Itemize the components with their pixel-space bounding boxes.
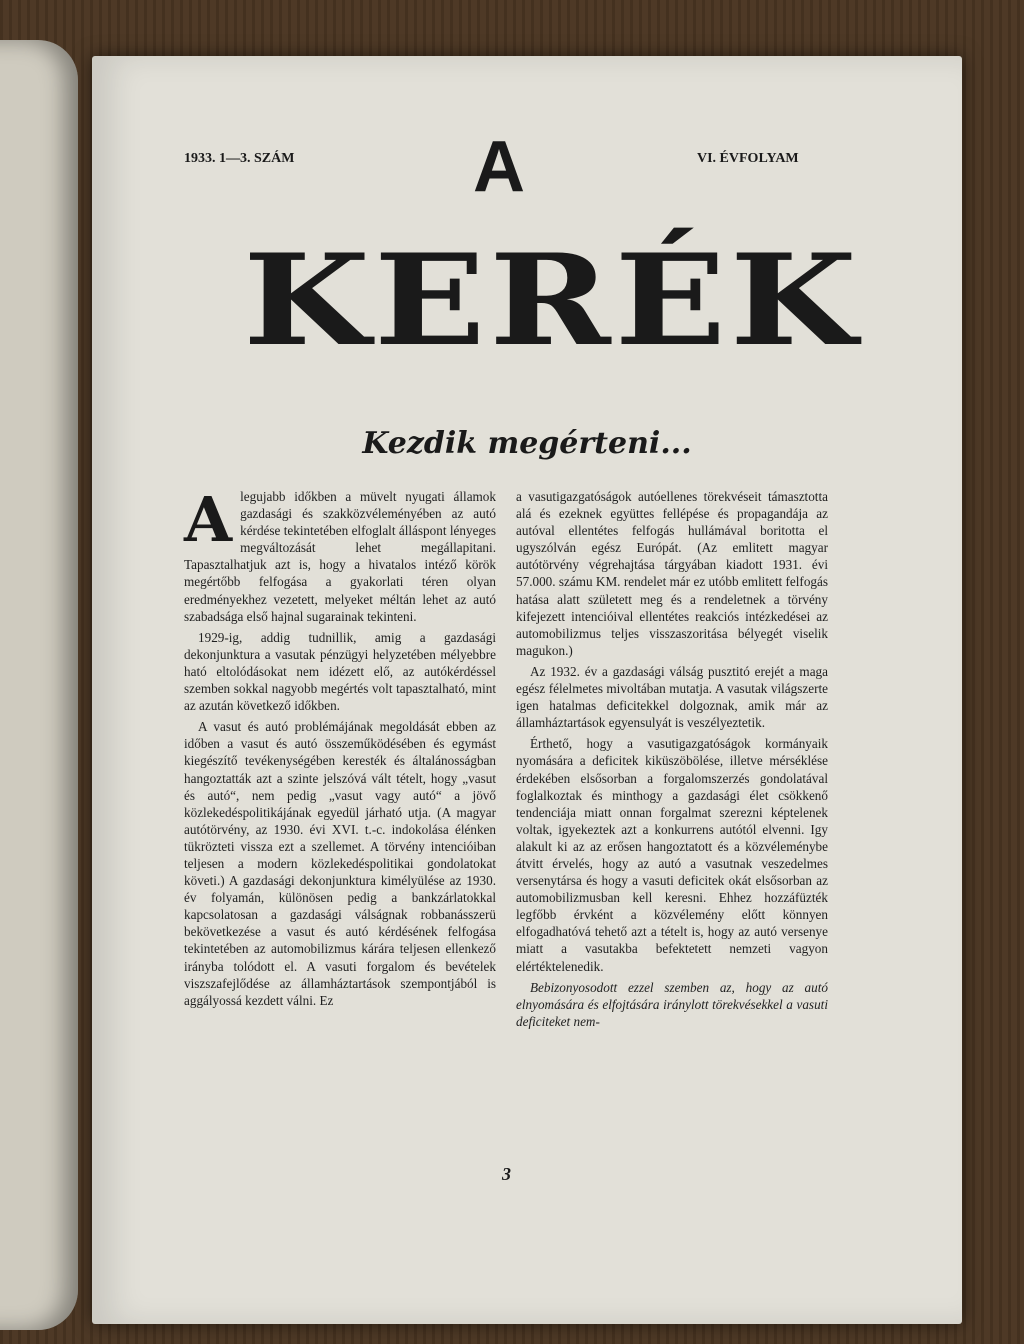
paragraph: 1929-ig, addig tudnillik, amig a gazdasági dekonjunktura a vasutak pénzügyi helyzetében mélyebbre ható eltolódásokat nem idézett elő, az autókérdéssel szemben sokkal nagyobb megértés volt tapasztalható, mint az azután következő időkben. bbox=[184, 629, 496, 714]
paragraph: Érthető, hogy a vasutigazgatóságok kormányaik nyomására a deficitek kiküszöbölése, illetve mérséklése érdekében elsősorban a forgalomszerzés gondolatával foglalkoztak és minthogy a gazdasági élet csökkenő tendenciája miatt onnan forgalmat szerezni képtelenek voltak, igyekeztek azt a konkurrens autótól elvenni. Igy alakult ki az az erősen hangoztatott és a közvéleménybe átvitt érvelés, hogy az autó a vasutnak veszedelmes versenytársa és hogy a vasuti deficitek okát elsősorban az automobilizmusban kell keresni. Ehhez hozzáfüzték legfőbb érvként a közvélemény előtt könnyen elfogadhatóvá tehető azt a tételt is, hogy az autó versenye miatt a vasutakba befektetett nemzeti vagyon elértéktelenedik. bbox=[516, 736, 828, 974]
article-column-right bbox=[516, 488, 828, 1034]
paragraph: a vasutigazgatóságok autóellenes törekvéseit támasztotta alá és ezeknek együttes fellépése és propagandája az autóval ellentétes felfogás hullámával boritotta el ugyszólván egész Európát. (Az emlitett magyar autótörvény végrehajtása tárgyában kiadott 1931. évi 57.000. számu KM. rendelet már ez utóbb emlitett felfogás hatása alatt született meg és a rendeletnek a törvény kifejezett intencióival ellentétes reakciós intézkedései az automobilizmus teljes visszaszoritása bélyegét viselik magukon.) bbox=[516, 489, 828, 658]
volume-label: VI. ÉVFOLYAM bbox=[697, 151, 799, 166]
paragraph: Az 1932. év a gazdasági válság pusztitó erejét a maga egész félelmetes mivoltában mutatja. A vasutak világszerte igen hatalmas deficitekkel dolgoznak, amik már az államháztartások egyensulyát is veszélyeztetik. bbox=[516, 663, 828, 731]
masthead-title: KERÉK bbox=[243, 227, 861, 375]
paragraph: Alegujabb időkben a müvelt nyugati államok gazdasági és szakközvéleményében az autó kérdése tekintetében elfoglalt álláspont lényeges megváltozását lehet megállapitani. Tapasztalhatjuk azt is, hogy a hivatalos intéző körök megértőbb felfogása a gyakorlati téren olyan eredményekhez vezetett, melyeket méltán lehet az autó szabadsága első hajnal sugarainak tekinteni. bbox=[184, 483, 496, 624]
article-title: Kezdik megérteni... bbox=[362, 426, 692, 461]
drop-cap: A bbox=[184, 483, 233, 556]
facing-page-edge bbox=[0, 40, 78, 1330]
magazine-page bbox=[92, 56, 962, 1324]
issue-number: 1933. 1—3. SZÁM bbox=[184, 151, 295, 166]
article-column-left bbox=[184, 483, 496, 1013]
paragraph: A vasut és autó problémájának megoldását ebben az időben a vasut és autó összeműködésében és egymást kiegészítő tevékenységében keresték és általánosságban hangoztatták azt a szinte jelszóvá vált tételt, hogy „vasut és autó“, nem pedig „vasut vagy autó“ a jövő közlekedéspolitikájának egyedül járható utja. (A magyar autótörvény, az 1930. évi XVI. t.-c. indokolása élénken tükrözteti vissza ezt a szellemet. A törvény intencióiban teljesen a modern közlekedéspolitikai gondolatokat követi.) A gazdasági dekonjunktura kimélyülése az 1930. év folyamán, különösen pedig a bankzárlatokkal kapcsolatosan a gazdasági válságnak robbanásszerü bekövetkezése a vasut és autó kérdésének felfogása tekintetében az automobilizmus kárára teljesen ellenkező irányba tolódott el. A vasuti forgalom és bevételek viszszafejlődése az államháztartások szempontjából is aggályossá kezdett válni. Ez bbox=[184, 719, 496, 1008]
page-number: 3 bbox=[502, 1164, 511, 1184]
masthead-article: A bbox=[473, 127, 521, 207]
paragraph-italic: Bebizonyosodott ezzel szemben az, hogy az autó elnyomására és elfojtására iránylott törekvésekkel a vasuti deficiteket nem- bbox=[516, 979, 828, 1029]
